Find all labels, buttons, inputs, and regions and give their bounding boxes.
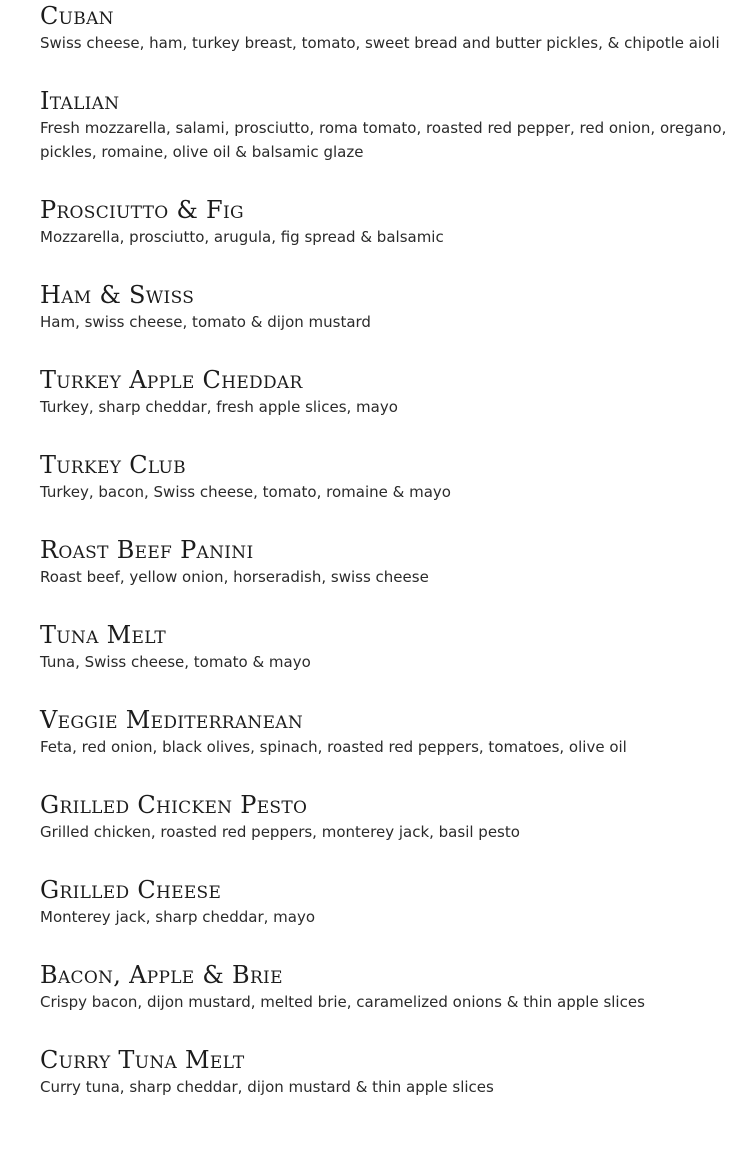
menu-item-name: Cuban (40, 2, 114, 30)
sandwich-menu (40, 0, 730, 1099)
menu-item-turkey-club (40, 449, 730, 504)
menu-item-description: Swiss cheese, ham, turkey breast, tomato, sweet bread and butter pickles, & chipotle aioli (40, 34, 720, 52)
menu-item-name: Bacon, Apple & Brie (40, 961, 283, 989)
menu-item-name: Tuna Melt (40, 621, 167, 649)
menu-item-description: Roast beef, yellow onion, horseradish, swiss cheese (40, 568, 429, 586)
menu-item-description: Mozzarella, prosciutto, arugula, fig spread & balsamic (40, 228, 444, 246)
menu-item-name: Turkey Club (40, 451, 186, 479)
menu-item-veggie-mediterranean (40, 704, 730, 759)
menu-item-ham-swiss (40, 279, 730, 334)
menu-item-prosciutto-fig (40, 194, 730, 249)
menu-item-name: Prosciutto & Fig (40, 196, 244, 224)
menu-item-bacon-apple-brie (40, 959, 730, 1014)
menu-item-description: Turkey, bacon, Swiss cheese, tomato, romaine & mayo (40, 483, 451, 501)
menu-item-description: Feta, red onion, black olives, spinach, roasted red peppers, tomatoes, olive oil (40, 738, 627, 756)
menu-item-description: Monterey jack, sharp cheddar, mayo (40, 908, 316, 926)
menu-item-description: Grilled chicken, roasted red peppers, monterey jack, basil pesto (40, 823, 520, 841)
menu-item-description: Tuna, Swiss cheese, tomato & mayo (40, 653, 311, 671)
menu-item-name: Grilled Cheese (40, 876, 222, 904)
menu-item-grilled-cheese (40, 874, 730, 929)
menu-item-turkey-apple-cheddar (40, 364, 730, 419)
menu-item-cuban (40, 0, 730, 55)
menu-item-description: Curry tuna, sharp cheddar, dijon mustard & thin apple slices (40, 1078, 494, 1096)
menu-item-description: Fresh mozzarella, salami, prosciutto, roma tomato, roasted red pepper, red onion, oregano, pickles, romaine, olive oil & balsamic glaze (40, 119, 727, 161)
menu-item-italian (40, 85, 730, 164)
menu-item-name: Roast Beef Panini (40, 536, 254, 564)
menu-item-description: Crispy bacon, dijon mustard, melted brie, caramelized onions & thin apple slices (40, 993, 645, 1011)
menu-item-description: Ham, swiss cheese, tomato & dijon mustard (40, 313, 371, 331)
menu-item-curry-tuna-melt (40, 1044, 730, 1099)
menu-item-name: Grilled Chicken Pesto (40, 791, 308, 819)
menu-item-description: Turkey, sharp cheddar, fresh apple slices, mayo (40, 398, 398, 416)
menu-item-grilled-chicken-pesto (40, 789, 730, 844)
menu-item-name: Ham & Swiss (40, 281, 195, 309)
menu-item-roast-beef-panini (40, 534, 730, 589)
menu-item-name: Italian (40, 87, 120, 115)
menu-item-name: Veggie Mediterranean (40, 706, 304, 734)
menu-item-name: Turkey Apple Cheddar (40, 366, 303, 394)
menu-item-tuna-melt (40, 619, 730, 674)
menu-item-name: Curry Tuna Melt (40, 1046, 245, 1074)
